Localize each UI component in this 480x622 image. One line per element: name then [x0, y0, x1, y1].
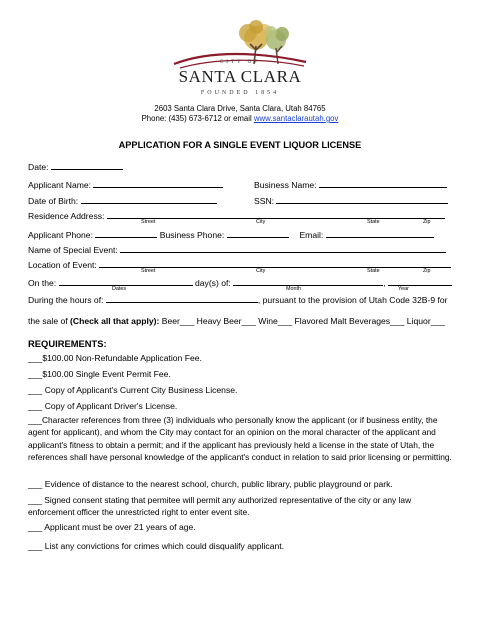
city-website-link[interactable]: www.santaclarautah.gov: [253, 114, 339, 123]
req-item-1: ___$100.00 Non-Refundable Application Fee.: [28, 353, 202, 363]
location-row: [28, 258, 451, 271]
phones-row: [28, 228, 434, 241]
location-label: Location of Event:: [28, 260, 97, 270]
residence-state-sub: State: [367, 219, 380, 225]
business-phone-field[interactable]: [227, 228, 289, 238]
email-field[interactable]: [326, 228, 434, 238]
phone-text: Phone: (435) 673-6712 or email: [141, 114, 252, 123]
city-logo: [170, 20, 310, 100]
requirements-heading: REQUIREMENTS:: [28, 338, 107, 349]
hours-row: [28, 293, 448, 306]
applicant-phone-field[interactable]: [95, 228, 157, 238]
req-item-7: ___ Signed consent stating that permitee will permit any authorized representative of the city or any law enforcement officer the unrestricted right to enter event site.: [28, 495, 412, 518]
residence-street-sub: Street: [141, 219, 156, 225]
hours-label: During the hours of:: [28, 295, 104, 305]
date-row: [28, 160, 123, 173]
sale-prefix: the sale of: [28, 316, 68, 326]
ssn-row: [254, 194, 448, 207]
event-name-label: Name of Special Event:: [28, 245, 118, 255]
date-label: Date:: [28, 162, 49, 172]
req-item-2: ___$100.00 Single Event Permit Fee.: [28, 369, 171, 379]
ssn-label: SSN:: [254, 196, 275, 206]
sale-row: [28, 316, 445, 327]
hours-suffix: , pursuant to the provision of Utah Code 32B-9 for: [257, 295, 448, 305]
business-name-field[interactable]: [319, 178, 447, 188]
location-state-sub: State: [367, 268, 380, 274]
event-name-field[interactable]: [120, 243, 446, 253]
sale-items: Beer___ Heavy Beer___ Wine___ Flavored Malt Beverages___ Liquor___: [161, 316, 446, 326]
on-the-label: On the:: [28, 278, 57, 288]
location-zip-sub: Zip: [423, 268, 431, 274]
business-name-row: [254, 178, 447, 191]
req-item-6: ___ Evidence of distance to the nearest school, church, public library, public playground or park.: [28, 479, 393, 489]
dob-label: Date of Birth:: [28, 196, 79, 206]
event-dates-field[interactable]: [59, 276, 193, 286]
req-item-9: ___ List any convictions for crimes which could disqualify applicant.: [28, 541, 285, 551]
city-contact: [0, 114, 480, 124]
location-city-sub: City: [256, 268, 266, 274]
residence-zip-sub: Zip: [423, 219, 431, 225]
sub-month: Month: [286, 286, 301, 292]
business-name-label: Business Name:: [254, 180, 317, 190]
logo-name: SANTA CLARA: [178, 67, 302, 86]
sub-dates: Dates: [112, 286, 127, 292]
dob-field[interactable]: [81, 194, 217, 204]
date-comma: ,: [383, 278, 386, 288]
city-address: 2603 Santa Clara Drive, Santa Clara, Utah 84765: [154, 104, 326, 113]
req-item-5: ___Character references from three (3) individuals who personally know the applicant (or if business entity, the agent for applicant), and whom the City may contact for an opinion on the moral character of the applicant and applicant's fitness to obtain a permit; and if the applicant has previously held a license in the state of Utah, the references shall have personal knowledge of the applicant's conduct in relation to said prior licensing or permitting.: [28, 415, 452, 463]
days-of-label: day(s) of:: [194, 278, 231, 288]
ssn-field[interactable]: [276, 194, 448, 204]
email-label: Email:: [299, 230, 324, 240]
event-name-row: [28, 243, 446, 256]
hours-field[interactable]: [106, 293, 258, 303]
applicant-name-label: Applicant Name:: [28, 180, 92, 190]
sale-check-note: (Check all that apply):: [70, 316, 160, 326]
req-item-3: ___ Copy of Applicant's Current City Business License.: [28, 385, 238, 395]
applicant-name-field[interactable]: [93, 178, 223, 188]
sub-year: Year: [398, 286, 409, 292]
applicant-name-row: [28, 178, 223, 191]
event-month-field[interactable]: [233, 276, 386, 288]
logo-city-of: CITY OF: [219, 60, 261, 65]
req-item-4: ___ Copy of Applicant Driver's License.: [28, 401, 178, 411]
dob-row: [28, 194, 217, 207]
req-item-8: ___ Applicant must be over 21 years of age.: [28, 522, 196, 532]
form-title: APPLICATION FOR A SINGLE EVENT LIQUOR LICENSE: [118, 140, 362, 150]
event-year-field[interactable]: [388, 276, 452, 286]
dates-row: [28, 276, 452, 289]
residence-row: [28, 209, 445, 222]
residence-field[interactable]: [107, 209, 445, 219]
location-field[interactable]: [99, 258, 451, 268]
residence-label: Residence Address:: [28, 211, 105, 221]
applicant-phone-label: Applicant Phone:: [28, 230, 93, 240]
location-street-sub: Street: [141, 268, 156, 274]
date-field[interactable]: [51, 160, 123, 170]
residence-city-sub: City: [256, 219, 266, 225]
business-phone-label: Business Phone:: [159, 230, 225, 240]
logo-founded: FOUNDED 1854: [200, 90, 280, 96]
